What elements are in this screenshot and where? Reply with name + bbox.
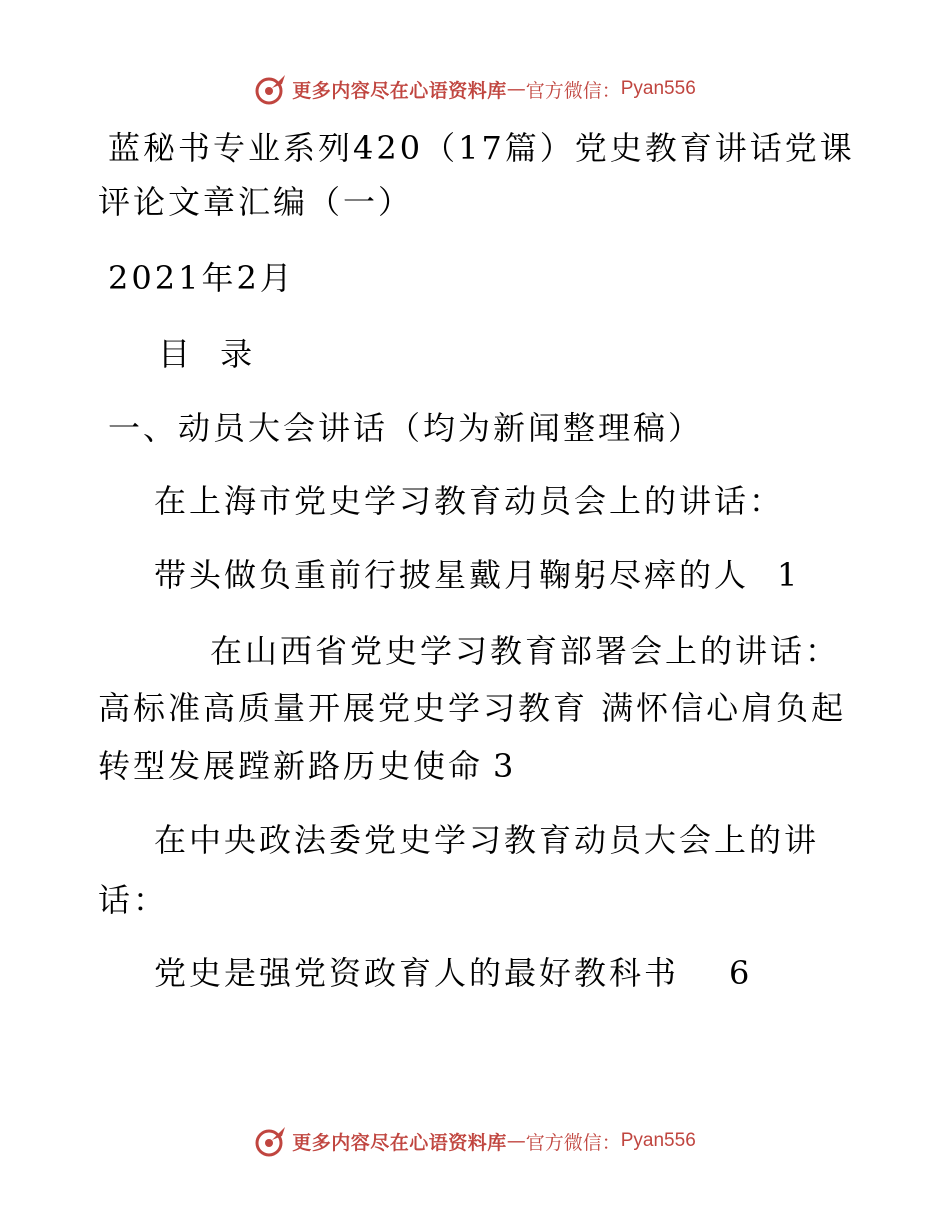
footer-watermark — [0, 1123, 950, 1159]
toc-entry-3-line-2: 话： — [98, 881, 169, 919]
toc-entry-1-line-2 — [154, 555, 800, 595]
watermark-separator: — — [506, 78, 526, 100]
section-heading: 一、动员大会讲话（均为新闻整理稿） — [108, 409, 704, 447]
watermark-wechat-id: Pyan556 — [620, 1130, 696, 1151]
toc-entry-3-page: 6 — [729, 954, 753, 992]
toc-entry-1-title: 带头做负重前行披星戴月鞠躬尽瘁的人 — [154, 556, 750, 594]
watermark-brand: 更多内容尽在心语资料库 — [292, 1131, 507, 1154]
toc-entry-2-page: 3 — [493, 747, 517, 785]
header-watermark — [0, 71, 950, 107]
toc-entry-3-line-1: 在中央政法委党史学习教育动员大会上的讲 — [154, 821, 820, 859]
toc-entry-2-line-1: 在山西省党史学习教育部署会上的讲话： — [210, 632, 841, 670]
toc-entry-3-title: 党史是强党资政育人的最好教科书 — [154, 954, 680, 992]
document-title-line-1: 蓝秘书专业系列420（17篇）党史教育讲话党课 — [108, 129, 855, 167]
toc-entry-2-title: 转型发展蹚新路历史使命 — [98, 747, 484, 785]
toc-entry-2-line-2: 高标准高质量开展党史学习教育 满怀信心肩负起 — [98, 689, 847, 727]
watermark-separator: — — [506, 1130, 526, 1152]
watermark-wechat-label: 官方微信： — [525, 79, 621, 102]
watermark-wechat-id: Pyan556 — [620, 78, 696, 99]
toc-entry-2-line-3 — [98, 746, 516, 786]
toc-entry-3-line-3 — [154, 953, 752, 993]
document-date: 2021年2月 — [108, 259, 295, 297]
toc-heading: 目 录 — [158, 335, 263, 373]
quill-logo-icon — [254, 1124, 288, 1158]
document-title-line-2: 评论文章汇编（一） — [98, 183, 414, 221]
watermark-wechat-label: 官方微信： — [525, 1131, 621, 1154]
quill-logo-icon — [254, 72, 288, 106]
toc-entry-1-line-1: 在上海市党史学习教育动员会上的讲话： — [154, 482, 785, 520]
watermark-brand: 更多内容尽在心语资料库 — [292, 79, 507, 102]
toc-entry-1-page: 1 — [777, 556, 801, 594]
